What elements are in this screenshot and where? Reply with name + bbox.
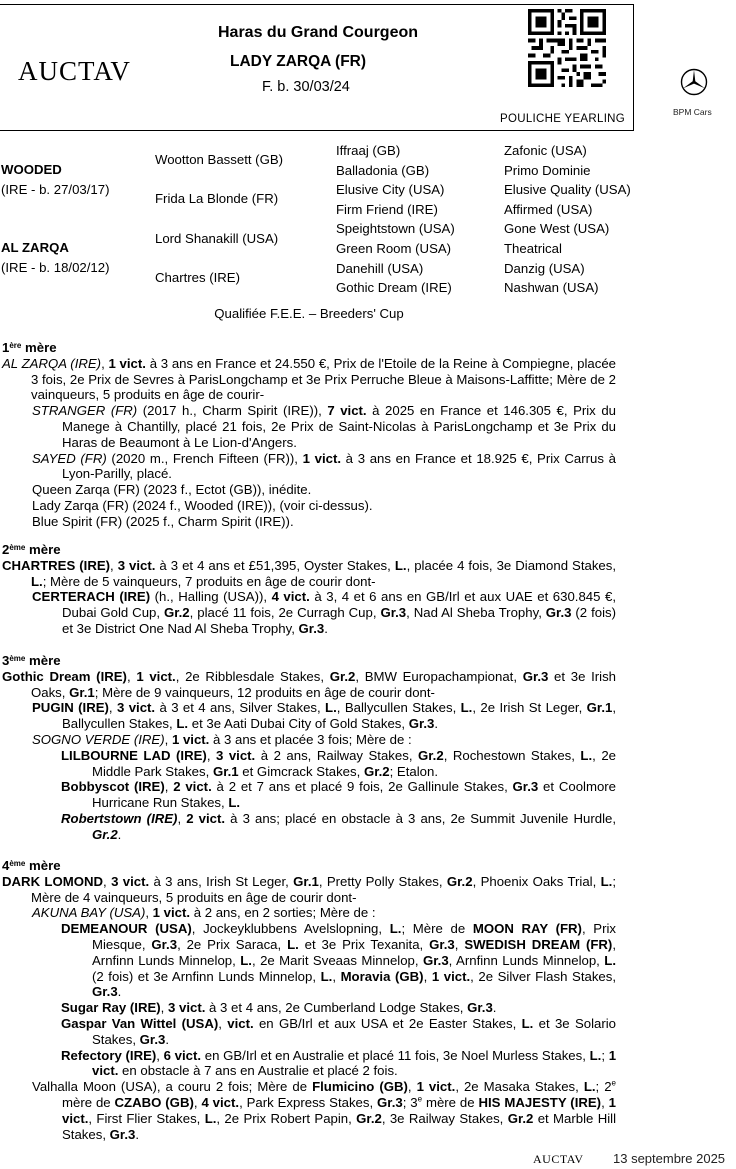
footer-logo: AUCTAV bbox=[533, 1152, 584, 1166]
produce-item: Valhalla Moon (USA), a couru 2 fois; Mère de Flumicino (GB), 1 vict., 2e Masaka Stakes, L.; 2e mère de CZABO (GB), 4 vict., Park Express Stakes, Gr.3; 3e mère de HIS MAJESTY (IRE), 1 vict., First Flier Stakes, L., 2e Prix Robert Papin, Gr.2, 3e Railway Stakes, Gr.2 et Marble Hill Stakes, Gr.3. bbox=[32, 1078, 617, 1142]
horse-info: F. b. 30/03/24 bbox=[262, 79, 350, 95]
pedigree-gen4-3: Elusive Quality (USA) bbox=[504, 182, 631, 198]
sire-info: (IRE - b. 27/03/17) bbox=[1, 181, 110, 197]
section-first-dam bbox=[2, 340, 616, 530]
produce-item: Blue Spirit (FR) (2025 f., Charm Spirit (IRE)). bbox=[32, 513, 294, 529]
section-second-dam bbox=[2, 542, 616, 637]
pedigree-gen3-4: Firm Friend (IRE) bbox=[336, 201, 438, 217]
sire-name: WOODED bbox=[1, 162, 62, 177]
grandproduce-item: Gaspar Van Wittel (USA), vict. en GB/Irl et aux USA et 2e Easter Stakes, L. et 3e Solario Stakes, Gr.3. bbox=[61, 1015, 616, 1047]
pedigree-dam bbox=[1, 238, 109, 277]
pedigree-gen4-5: Gone West (USA) bbox=[504, 221, 610, 237]
grandproduce-item: Sugar Ray (IRE), 3 vict. à 3 et 4 ans, 2e Cumberland Lodge Stakes, Gr.3. bbox=[61, 1000, 497, 1016]
produce-item: SOGNO VERDE (IRE), 1 vict. à 3 ans et placée 3 fois; Mère de : bbox=[32, 731, 412, 747]
pedigree-gen3-2: Balladonia (GB) bbox=[336, 162, 430, 178]
dam-name: AL ZARQA bbox=[1, 240, 69, 255]
pedigree-gen3-5: Speightstown (USA) bbox=[336, 221, 455, 237]
pedigree-gen4-4: Affirmed (USA) bbox=[504, 201, 593, 217]
header-top-rule bbox=[0, 4, 634, 5]
dam-record: DARK LOMOND, 3 vict. à 3 ans, Irish St Leger, Gr.1, Pretty Polly Stakes, Gr.2, Phoenix Oaks Trial, L.; Mère de 4 vainqueurs, 5 produits en âge de courir dont- bbox=[2, 873, 617, 905]
dam-record: Gothic Dream (IRE), 1 vict., 2e Ribblesdale Stakes, Gr.2, BMW Europachampionat, Gr.3 et 3e Irish Oaks, Gr.1; Mère de 9 vainqueurs, 12 produits en âge de courir dont- bbox=[2, 668, 617, 700]
auctav-logo: AUCTAV bbox=[18, 56, 131, 86]
farm-name: Haras du Grand Courgeon bbox=[218, 24, 419, 41]
pedigree-gen2-1: Wootton Bassett (GB) bbox=[155, 152, 284, 167]
grandproduce-item: DEMEANOUR (USA), Jockeyklubbens Avelslopning, L.; Mère de MOON RAY (FR), Prix Miesque, Gr.3, 2e Prix Saraca, L. et 3e Prix Texanita, Gr.3, SWEDISH DREAM (FR), Arnfinn Lunds Minnelop, L., 2e Marit Sveaas Minnelop, Gr.3, Arnfinn Lunds Minnelop, L. (2 fois) et 3e Arnfinn Lunds Minnelop, L., Moravia (GB), 1 vict., 2e Silver Flash Stakes, Gr.3. bbox=[61, 921, 617, 1000]
pedigree-gen3 bbox=[336, 141, 455, 298]
header-right-rule bbox=[633, 4, 634, 130]
mercedes-star-icon bbox=[680, 68, 708, 96]
pedigree-gen3-7: Danehill (USA) bbox=[336, 260, 424, 276]
grandproduce-item: Refectory (IRE), 6 vict. en GB/Irl et en Australie et placé 11 fois, 3e Noel Murless Stakes, L.; 1 vict. en obstacle à 7 ans en Australie et placé 2 fois. bbox=[61, 1047, 617, 1079]
qr-code-icon[interactable] bbox=[528, 9, 606, 87]
dam-info: (IRE - b. 18/02/12) bbox=[1, 259, 110, 275]
heading-second-dam: 2ème mère bbox=[2, 542, 61, 557]
pedigree-sire bbox=[1, 160, 109, 199]
produce-item: Queen Zarqa (FR) (2023 f., Ectot (GB)), inédite. bbox=[32, 482, 312, 498]
heading-first-dam: 1ère mère bbox=[2, 340, 57, 355]
produce-item: STRANGER (FR) (2017 h., Charm Spirit (IRE)), 7 vict. à 2025 en France et 146.305 €, Prix du Manege à Chantilly, placé 21 fois, 2e Prix de Saint-Nicolas à ParisLongchamp et 3e Prix du Haras de Beaumont à Le Lion-d'Angers. bbox=[32, 403, 616, 450]
dam-record: CHARTRES (IRE), 3 vict. à 3 et 4 ans et £51,395, Oyster Stakes, L., placée 4 fois, 3e Diamond Stakes, L.; Mère de 5 vainqueurs, 7 produits en âge de courir dont- bbox=[2, 557, 617, 589]
heading-third-dam: 3ème mère bbox=[2, 653, 61, 668]
section-third-dam bbox=[2, 653, 616, 843]
pedigree-gen3-3: Elusive City (USA) bbox=[336, 182, 445, 198]
pedigree-gen3-1: Iffraaj (GB) bbox=[336, 143, 401, 158]
produce-item: AKUNA BAY (USA), 1 vict. à 2 ans, en 2 sorties; Mère de : bbox=[32, 905, 376, 921]
grandproduce-item: Bobbyscot (IRE), 2 vict. à 2 et 7 ans et placé 9 fois, 2e Gallinule Stakes, Gr.3 et Coolmore Hurricane Run Stakes, L. bbox=[61, 779, 617, 811]
produce-item: SAYED (FR) (2020 m., French Fifteen (FR)), 1 vict. à 3 ans en France et 18.925 €, Prix Carrus à Lyon-Parilly, placé. bbox=[32, 450, 616, 482]
pedigree-gen4-6: Theatrical bbox=[504, 240, 562, 256]
pedigree-gen3-8: Gothic Dream (IRE) bbox=[336, 280, 452, 296]
produce-item: CERTERACH (IRE) (h., Halling (USA)), 4 vict. à 3, 4 et 6 ans en GB/Irl et aux UAE et 630.845 €, Dubai Gold Cup, Gr.2, placé 11 fois, 2e Curragh Cup, Gr.3, Nad Al Sheba Trophy, Gr.3 (2 fois) et 3e District One Nad Al Sheba Trophy, Gr.3. bbox=[32, 589, 616, 636]
lot-type: POULICHE YEARLING bbox=[500, 113, 626, 125]
produce-item: PUGIN (IRE), 3 vict. à 3 et 4 ans, Silver Stakes, L., Ballycullen Stakes, L., 2e Irish St Leger, Gr.1, Ballycullen Stakes, L. et 3e Aati Dubai City of Gold Stakes, Gr.3. bbox=[32, 700, 616, 732]
sponsor-name: BPM Cars bbox=[673, 107, 712, 117]
pedigree-gen2-4: Chartres (IRE) bbox=[155, 270, 240, 285]
pedigree-gen4-8: Nashwan (USA) bbox=[504, 280, 599, 296]
pedigree-gen4 bbox=[504, 141, 631, 298]
pedigree-gen4-1: Zafonic (USA) bbox=[504, 143, 587, 158]
pedigree-gen3-6: Green Room (USA) bbox=[336, 240, 452, 256]
grandproduce-item: Robertstown (IRE), 2 vict. à 3 ans; placé en obstacle à 3 ans, 2e Summit Juvenile Hurdle, Gr.2. bbox=[61, 810, 616, 842]
pedigree-gen2-2: Frida La Blonde (FR) bbox=[155, 191, 279, 206]
header-bottom-rule bbox=[0, 130, 634, 131]
qualification-note: Qualifiée F.E.E. – Breeders' Cup bbox=[214, 306, 404, 321]
dam-record: AL ZARQA (IRE), 1 vict. à 3 ans en France et 24.550 €, Prix de l'Etoile de la Reine à Compiegne, placée 3 fois, 2e Prix de Sevres à ParisLongchamp et 3e Prix Perruche Bleue à Maisons-Laffitte; Mère de 2 vainqueurs, 5 produits en âge de courir- bbox=[2, 355, 616, 403]
pedigree-gen2-3: Lord Shanakill (USA) bbox=[155, 231, 279, 246]
pedigree-gen4-2: Primo Dominie bbox=[504, 162, 591, 178]
horse-name: LADY ZARQA (FR) bbox=[230, 53, 367, 70]
pedigree-gen4-7: Danzig (USA) bbox=[504, 260, 585, 276]
section-fourth-dam bbox=[2, 858, 616, 1142]
grandproduce-item: LILBOURNE LAD (IRE), 3 vict. à 2 ans, Railway Stakes, Gr.2, Rochestown Stakes, L., 2e Middle Park Stakes, Gr.1 et Gimcrack Stakes, Gr.2; Etalon. bbox=[61, 747, 616, 779]
heading-fourth-dam: 4ème mère bbox=[2, 858, 61, 873]
footer-date: 13 septembre 2025 bbox=[613, 1151, 726, 1166]
produce-item: Lady Zarqa (FR) (2024 f., Wooded (IRE)), (voir ci-dessus). bbox=[32, 497, 373, 513]
